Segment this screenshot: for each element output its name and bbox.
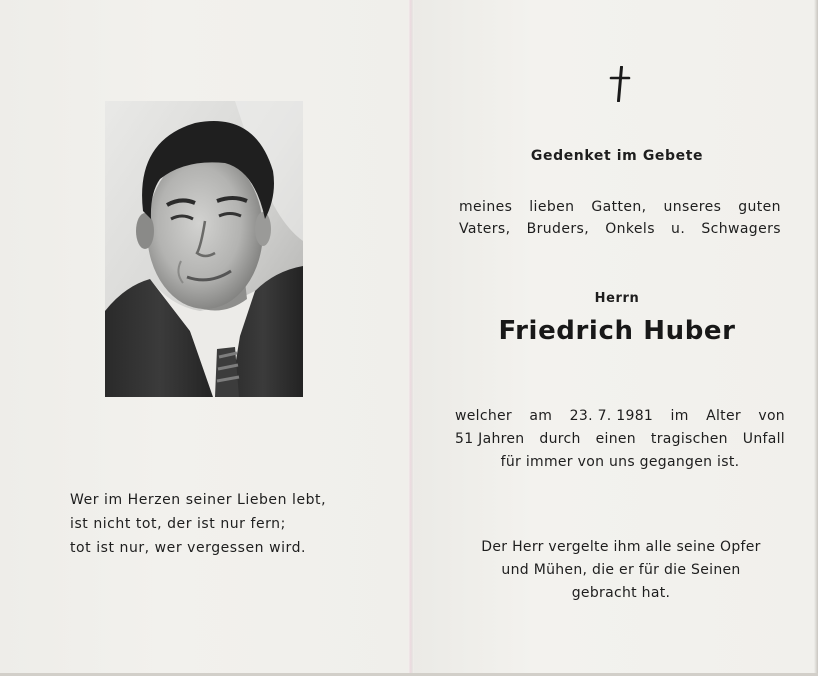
age: 51 Jahren (455, 431, 525, 447)
death-date: 23. 7. 1981 (569, 408, 654, 424)
honorific: Herrn (594, 291, 640, 306)
death-line-2: 51 Jahren durch einen tragischen Unfall (455, 428, 785, 451)
death-details (455, 405, 785, 474)
verse-line: Wer im Herzen seiner Lieben lebt, (70, 492, 327, 508)
intro-line-2: Vaters, Bruders, Onkels u. Schwagers (459, 221, 781, 237)
right-ear (255, 212, 271, 246)
closing-line: Der Herr vergelte ihm alle seine Opfer (481, 539, 761, 555)
portrait-illustration (105, 101, 303, 397)
left-ear (136, 213, 154, 249)
cross-icon (608, 66, 632, 102)
memorial-verse (70, 488, 390, 560)
closing-line: gebracht hat. (571, 585, 671, 601)
death-line-1: welcher am 23. 7. 1981 im Alter von (455, 405, 785, 428)
face (147, 153, 263, 309)
verse-line: tot ist nur, wer vergessen wird. (70, 540, 307, 556)
prayer-heading: Gedenket im Gebete (530, 148, 704, 164)
death-line-3: für immer von uns gegangen ist. (500, 454, 740, 470)
verse-line: ist nicht tot, der ist nur fern; (70, 516, 286, 532)
family-relation-text (459, 196, 781, 240)
closing-prayer (440, 536, 802, 605)
portrait-photo (105, 101, 303, 397)
closing-line: und Mühen, die er für die Seinen (501, 562, 741, 578)
intro-line-1: meines lieben Gatten, unseres guten (459, 199, 781, 215)
deceased-name: Friedrich Huber (498, 316, 736, 346)
